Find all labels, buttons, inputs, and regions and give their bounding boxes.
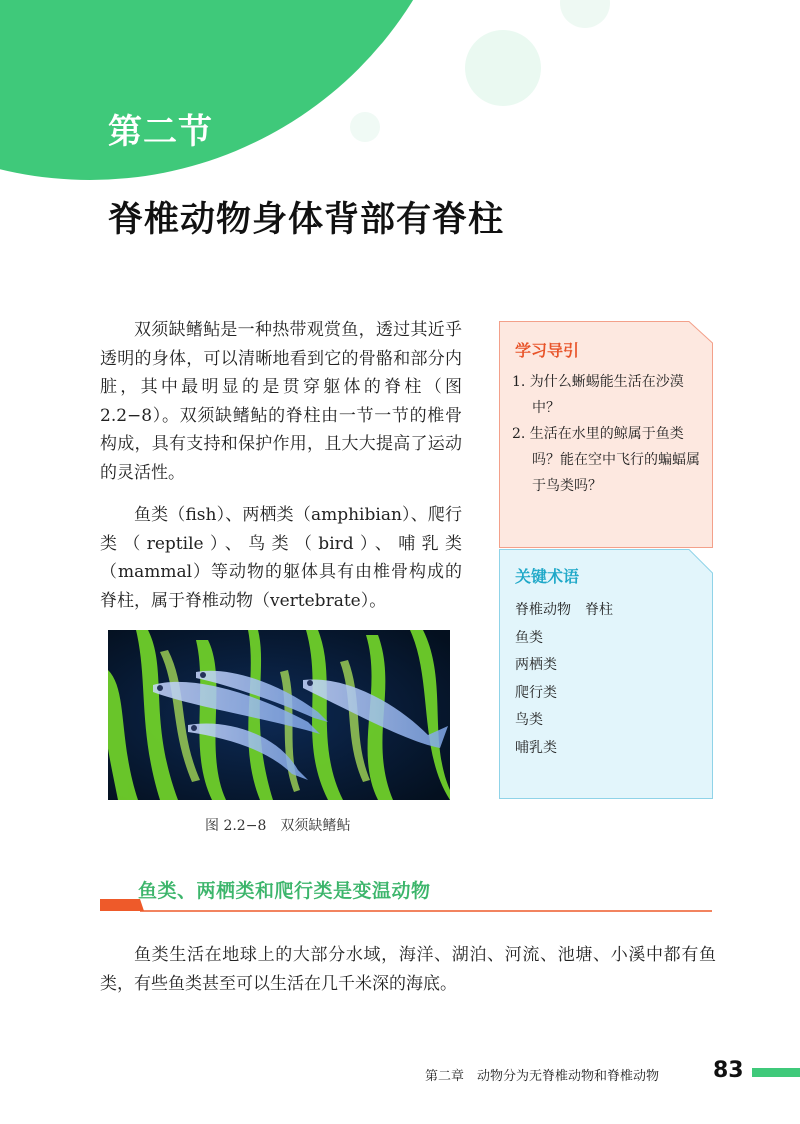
key-term-item: 两栖类	[515, 657, 557, 673]
key-term-item: 哺乳类	[515, 739, 557, 756]
paragraph-vertebrates: 鱼类（fish）、两栖类（amphibian）、爬行类（reptile）、鸟类（bird）、哺乳类（mammal）等动物的躯体具有由椎骨构成的脊柱，属于脊椎动物（vertebrate）。	[100, 505, 462, 611]
key-term-item: 爬行类	[515, 684, 557, 701]
decor-circle	[560, 0, 610, 28]
paragraph-fish-habitat: 鱼类生活在地球上的大部分水域，海洋、湖泊、河流、池塘、小溪中都有鱼类，有些鱼类甚至可以生活在几千米深的海底。	[100, 945, 716, 994]
study-guide-item: 1. 为什么蜥蜴能生活在沙漠中？	[512, 374, 684, 416]
figure-caption: 图 2.2−8 双须缺鳍鲇	[205, 818, 351, 834]
key-terms-title: 关键术语	[515, 567, 580, 586]
study-guide-item: 2. 生活在水里的鲸属于鱼类吗？能在空中飞行的蝙蝠属于鸟类吗？	[512, 426, 700, 494]
decor-circle	[350, 112, 380, 142]
page-number-bar	[752, 1068, 800, 1077]
study-guide-list	[512, 369, 704, 499]
study-guide-title: 学习导引	[515, 341, 580, 360]
footer-chapter: 第二章 动物分为无脊椎动物和脊椎动物	[425, 1069, 660, 1084]
decor-circle	[465, 30, 541, 106]
subheading: 鱼类、两栖类和爬行类是变温动物	[138, 880, 431, 902]
section-label: 第二节	[108, 112, 213, 152]
header-green-arc	[0, 0, 470, 180]
paragraph-intro: 双须缺鳍鲇是一种热带观赏鱼，透过其近乎透明的身体，可以清晰地看到它的骨骼和部分内脏，其中最明显的是贯穿躯体的脊柱（图 2.2−8）。双须缺鳍鲇的脊柱由一节一节的椎骨构成，具有支持和保护作用，且大大提高了运动的灵活性。	[100, 320, 462, 483]
key-term-item: 鸟类	[515, 712, 543, 728]
page-title: 脊椎动物身体背部有脊柱	[108, 200, 505, 240]
key-terms-list	[515, 597, 613, 762]
key-term-item: 鱼类	[515, 629, 543, 646]
glass-catfish-photo	[108, 630, 450, 800]
page-number: 83	[713, 1058, 744, 1083]
key-term-item: 脊椎动物 脊柱	[515, 602, 613, 618]
